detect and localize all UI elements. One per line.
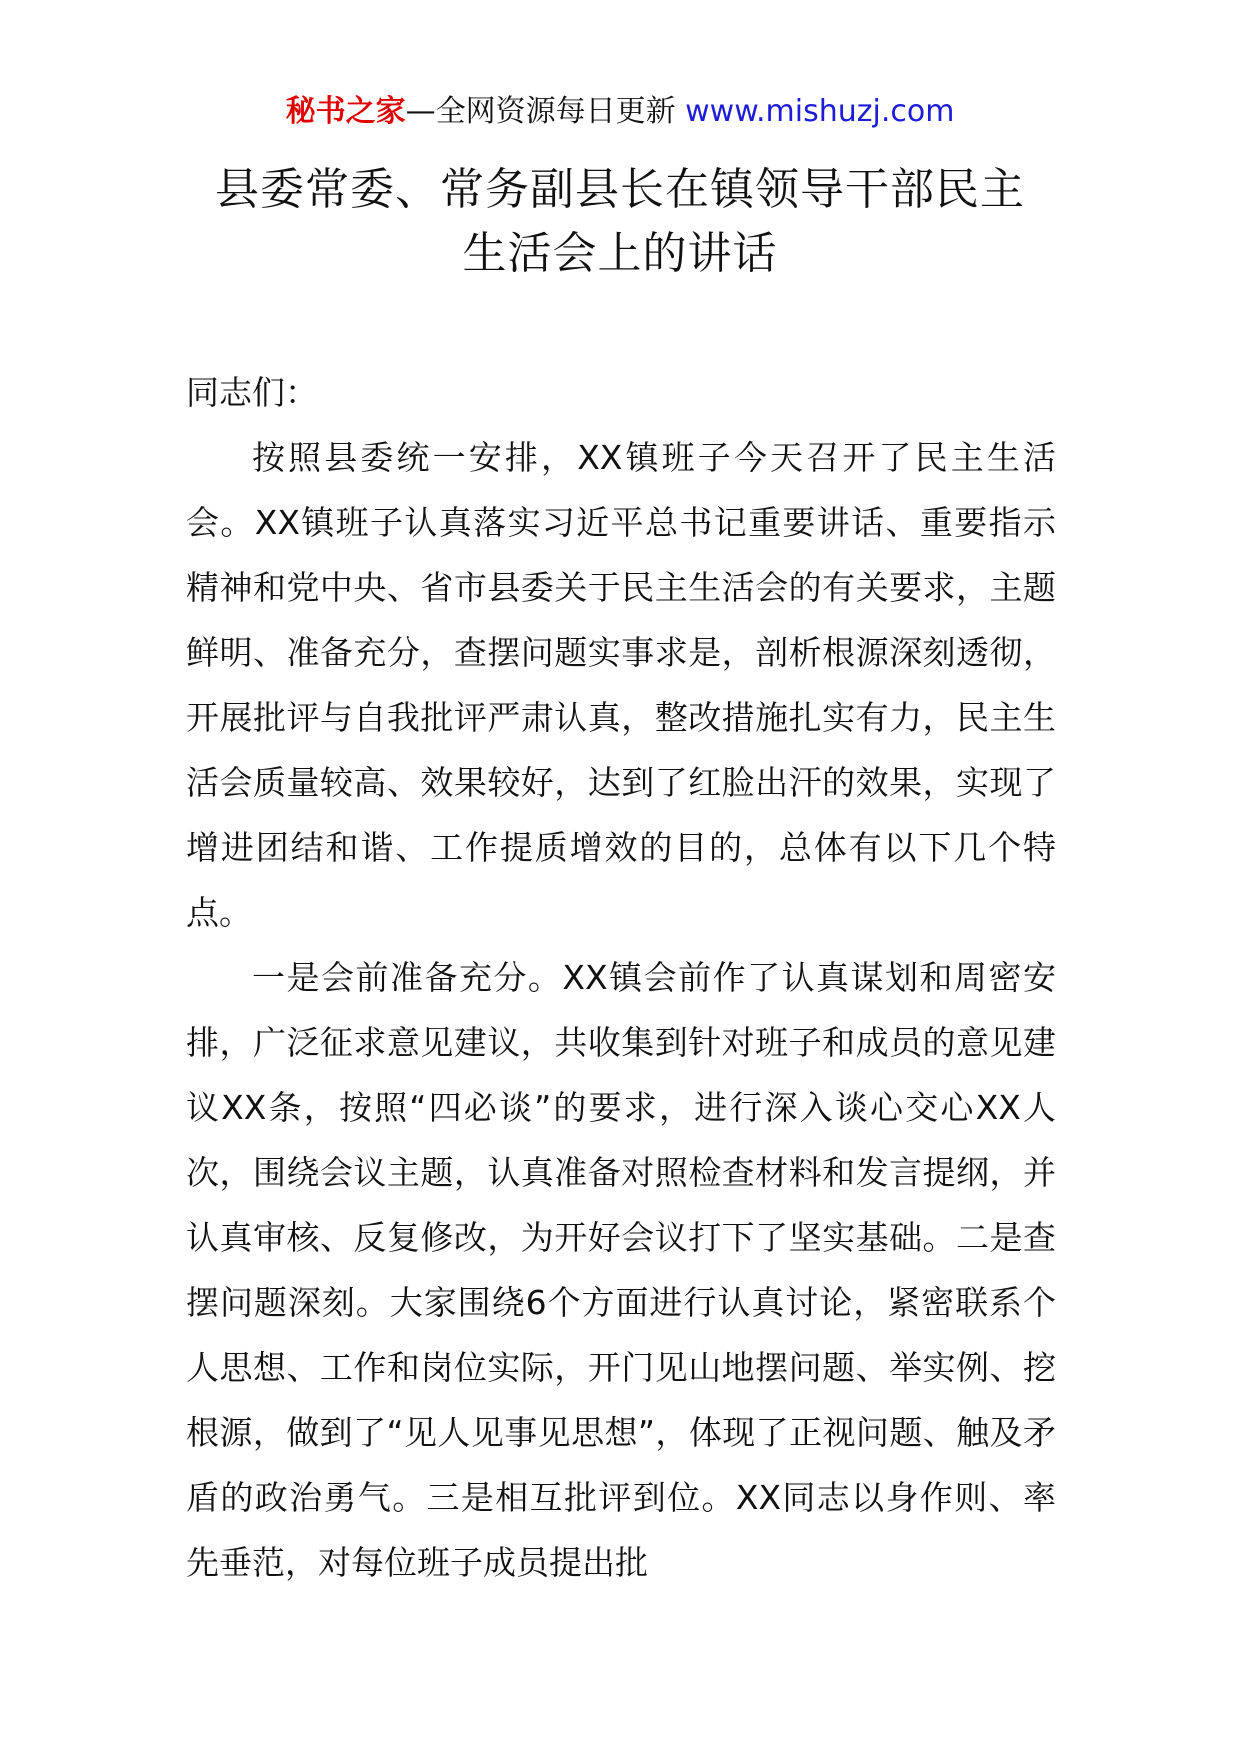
title-line-1: 县委常委、常务副县长在镇领导干部民主 <box>215 164 1025 215</box>
document-body <box>186 360 1056 1595</box>
document-title <box>150 158 1090 286</box>
brand-name: 秘书之家 <box>285 94 406 129</box>
title-line-2: 生活会上的讲话 <box>462 228 778 279</box>
site-url[interactable]: www.mishuzj.com <box>685 94 955 129</box>
header-slogan: —全网资源每日更新 <box>405 94 686 129</box>
paragraph-2: 一是会前准备充分。XX镇会前作了认真谋划和周密安排，广泛征求意见建议，共收集到针对班子和成员的意见建议XX条，按照“四必谈”的要求，进行深入谈心交心XX人次，围绕会议主题，认真准备对照检查材料和发言提纲，并认真审核、反复修改，为开好会议打下了坚实基础。二是查摆问题深刻。大家围绕6个方面进行认真讨论，紧密联系个人思想、工作和岗位实际，开门见山地摆问题、举实例、挖根源，做到了“见人见事见思想”，体现了正视问题、触及矛盾的政治勇气。三是相互批评到位。XX同志以身作则、率先垂范，对每位班子成员提出批 <box>186 958 1056 1582</box>
salutation: 同志们： <box>186 373 318 412</box>
site-header <box>0 92 1240 132</box>
paragraph-1: 按照县委统一安排，XX镇班子今天召开了民主生活会。XX镇班子认真落实习近平总书记重要讲话、重要指示精神和党中央、省市县委关于民主生活会的有关要求，主题鲜明、准备充分，查摆问题实事求是，剖析根源深刻透彻，开展批评与自我批评严肃认真，整改措施扎实有力，民主生活会质量较高、效果较好，达到了红脸出汗的效果，实现了增进团结和谐、工作提质增效的目的，总体有以下几个特点。 <box>186 438 1056 932</box>
